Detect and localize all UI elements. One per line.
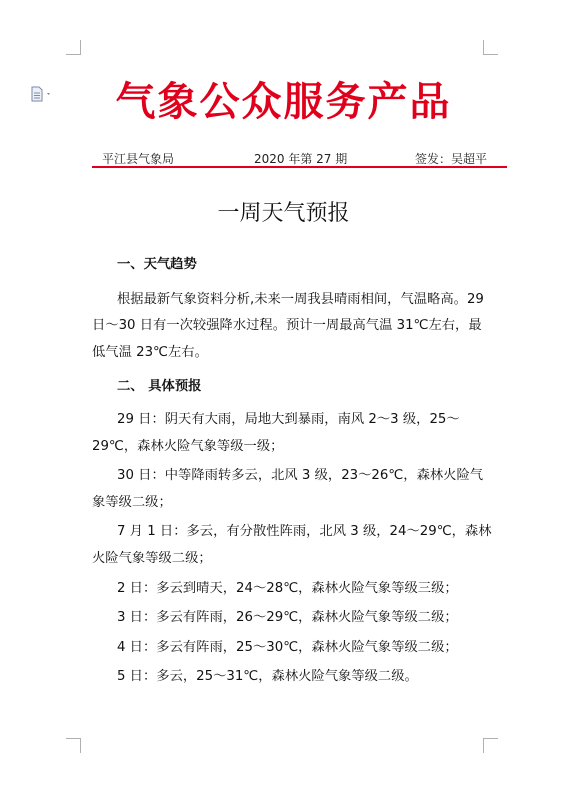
signer-label: 签发：吴超平 xyxy=(415,152,488,166)
publication-title: 气象公众服务产品 xyxy=(115,79,452,125)
crop-mark-bottom-right xyxy=(483,738,498,753)
crop-mark-bottom-left xyxy=(66,738,81,753)
forecast-item: 30 日：中等降雨转多云，北风 3 级，23～26℃，森林火险气象等级二级； xyxy=(92,468,484,510)
forecast-item: 7 月 1 日：多云，有分散性阵雨，北风 3 级，24～29℃，森林火险气象等级二级； xyxy=(92,524,492,566)
document-body xyxy=(92,252,492,691)
issue-number: 2020 年第 27 期 xyxy=(254,152,348,166)
section-2-title: 二、 具体预报 xyxy=(117,379,202,395)
header-divider xyxy=(92,166,507,168)
section-1-title: 一、天气趋势 xyxy=(117,257,197,272)
forecast-item: 5 日：多云，25～31℃，森林火险气象等级二级。 xyxy=(117,669,418,685)
issuer-label: 平江县气象局 xyxy=(102,152,175,166)
forecast-item: 4 日：多云有阵雨，25～30℃，森林火险气象等级二级； xyxy=(117,639,458,655)
section-1-text: 根据最新气象资料分析,未来一周我县晴雨相间，气温略高。29 日～30 日有一次较强降水过程。预计一周最高气温 31℃左右，最低气温 23℃左右。 xyxy=(92,291,484,360)
crop-mark-top-right xyxy=(483,40,498,55)
document-heading: 一周天气预报 xyxy=(217,201,350,226)
forecast-item: 29 日：阴天有大雨，局地大到暴雨，南风 2～3 级，25～29℃，森林火险气象等级一级； xyxy=(92,411,460,454)
forecast-item: 3 日：多云有阵雨，26～29℃，森林火险气象等级二级； xyxy=(117,610,458,626)
forecast-item: 2 日：多云到晴天，24～28℃，森林火险气象等级三级； xyxy=(117,580,458,596)
crop-mark-top-left xyxy=(66,40,81,55)
